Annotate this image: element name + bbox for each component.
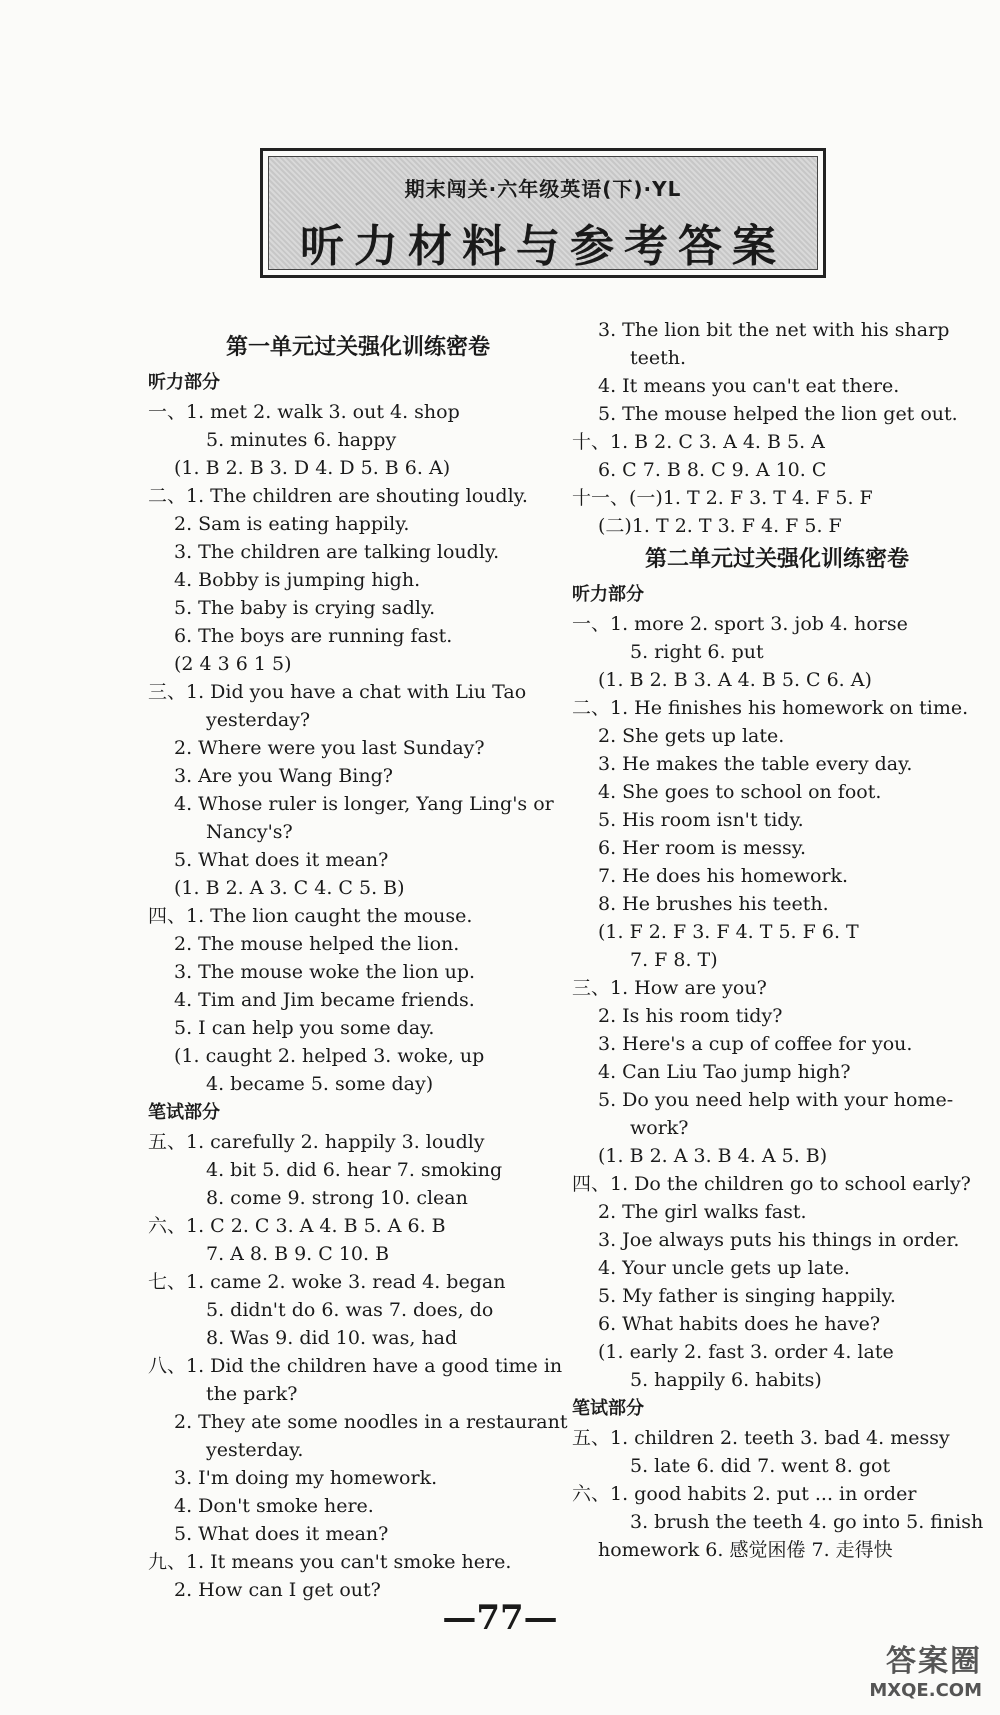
answer-line: the park? [206,1383,298,1405]
answer-line: (1. B 2. A 3. C 4. C 5. B) [174,877,405,899]
answer-line: 5. late 6. did 7. went 8. got [630,1455,891,1477]
answer-line: 二、1. The children are shouting loudly. [148,485,528,507]
answer-line: 4. She goes to school on foot. [598,781,882,803]
answer-line: 3. The children are talking loudly. [174,541,500,563]
answer-line: yesterday. [206,1439,304,1461]
answer-line: 2. Is his room tidy? [598,1005,783,1027]
answer-line: 八、1. Did the children have a good time in [148,1355,563,1377]
answer-line: 5. His room isn't tidy. [598,809,804,831]
section-title: 第二单元过关强化训练密卷 [644,547,909,572]
answer-line: 2. She gets up late. [598,725,785,747]
answer-line: teeth. [630,347,687,369]
answer-line: 四、1. Do the children go to school early? [572,1173,971,1195]
answer-line: 4. Can Liu Tao jump high? [598,1061,851,1083]
answer-line: 2. Sam is eating happily. [174,513,410,535]
answer-line: 6. Her room is messy. [598,837,806,859]
page-number: —77— [442,1598,558,1638]
answer-line: 8. come 9. strong 10. clean [206,1187,468,1209]
answer-line: 4. Whose ruler is longer, Yang Ling's or [174,793,554,815]
answer-line: 十一、(一)1. T 2. F 3. T 4. F 5. F [572,487,873,509]
header-title: 听力材料与参考答案 [300,221,786,272]
section-title: 第一单元过关强化训练密卷 [225,335,490,360]
answer-line: 2. The mouse helped the lion. [174,933,460,955]
watermark-url: MXQE.COM [869,1680,982,1701]
left-column [148,328,568,1604]
answer-line: 3. Here's a cup of coffee for you. [598,1033,913,1055]
answer-line: 2. Where were you last Sunday? [174,737,485,759]
answer-line: 4. Your uncle gets up late. [598,1257,850,1279]
answer-line: 2. How can I get out? [174,1579,381,1601]
answer-line: 5. The mouse helped the lion get out. [598,403,958,425]
answer-line: (1. F 2. F 3. F 4. T 5. F 6. T [598,921,859,943]
answer-line: 九、1. It means you can't smoke here. [148,1551,512,1573]
answer-line: (1. caught 2. helped 3. woke, up [174,1045,485,1067]
answer-line: 4. became 5. some day) [206,1073,434,1095]
answer-line: 十、1. B 2. C 3. A 4. B 5. A [572,431,825,453]
answer-line: 3. The mouse woke the lion up. [174,961,476,983]
answer-line: 三、1. Did you have a chat with Liu Tao [148,681,527,703]
answer-line: 4. Don't smoke here. [174,1495,374,1517]
answer-line: 8. Was 9. did 10. was, had [206,1327,458,1349]
answer-line: work? [630,1117,689,1139]
answer-line: 3. Are you Wang Bing? [174,765,393,787]
answer-line: (1. B 2. B 3. A 4. B 5. C 6. A) [598,669,872,691]
answer-line: homework 6. 感觉困倦 7. 走得快 [598,1539,893,1561]
answer-line: (1. B 2. B 3. D 4. D 5. B 6. A) [174,457,451,479]
answer-line: 5. My father is singing happily. [598,1285,896,1307]
answer-line: 5. minutes 6. happy [206,429,397,451]
part-title: 听力部分 [148,372,220,393]
answer-line: 7. He does his homework. [598,865,849,887]
answer-line: Nancy's? [206,821,293,843]
answer-line: 2. They ate some noodles in a restaurant [174,1411,568,1433]
header-inner [268,156,818,270]
answer-line: 4. Bobby is jumping high. [174,569,421,591]
answer-line: 一、1. more 2. sport 3. job 4. horse [572,613,908,635]
answer-line: 5. happily 6. habits) [630,1369,822,1391]
watermark-text: 答案圈 [886,1644,982,1679]
answer-line: 三、1. How are you? [572,977,767,999]
answer-line: 6. What habits does he have? [598,1313,881,1335]
answer-line: 5. What does it mean? [174,1523,389,1545]
answer-line: 5. right 6. put [630,641,764,663]
answer-line: 6. The boys are running fast. [174,625,453,647]
answer-line: 4. bit 5. did 6. hear 7. smoking [206,1159,503,1181]
answer-line: 5. Do you need help with your home- [598,1089,954,1111]
answer-line: 六、1. C 2. C 3. A 4. B 5. A 6. B [148,1215,446,1237]
answer-line: 二、1. He finishes his homework on time. [572,697,969,719]
part-title: 笔试部分 [572,1398,644,1419]
answer-line: (二)1. T 2. T 3. F 4. F 5. F [598,515,842,537]
answer-line: 4. Tim and Jim became friends. [174,989,475,1011]
answer-line: 5. The baby is crying sadly. [174,597,436,619]
part-title: 笔试部分 [148,1102,220,1123]
right-column [572,316,982,1564]
answer-line: 7. F 8. T) [630,949,718,971]
answer-line: (2 4 3 6 1 5) [174,653,292,675]
answer-line: 8. He brushes his teeth. [598,893,829,915]
part-title: 听力部分 [572,584,644,605]
watermark-logo [869,1636,982,1701]
answer-line: (1. B 2. A 3. B 4. A 5. B) [598,1145,828,1167]
header-subtitle: 期末闯关·六年级英语(下)·YL [404,177,682,201]
answer-line: 3. brush the teeth 4. go into 5. finish [630,1511,984,1533]
answer-line: 3. The lion bit the net with his sharp [598,319,950,341]
answer-line: 2. The girl walks fast. [598,1201,807,1223]
answer-line: 一、1. met 2. walk 3. out 4. shop [148,401,460,423]
answer-line: yesterday? [206,709,311,731]
answer-line: 四、1. The lion caught the mouse. [148,905,473,927]
answer-line: 3. I'm doing my homework. [174,1467,438,1489]
header-box [260,148,826,278]
answer-line: 5. I can help you some day. [174,1017,435,1039]
answer-line: 七、1. came 2. woke 3. read 4. began [148,1271,506,1293]
answer-line: (1. early 2. fast 3. order 4. late [598,1341,894,1363]
answer-line: 5. didn't do 6. was 7. does, do [206,1299,494,1321]
answer-line: 五、1. carefully 2. happily 3. loudly [148,1131,485,1153]
answer-line: 六、1. good habits 2. put ... in order [572,1483,917,1505]
answer-line: 6. C 7. B 8. C 9. A 10. C [598,459,827,481]
answer-line: 五、1. children 2. teeth 3. bad 4. messy [572,1427,950,1449]
answer-line: 5. What does it mean? [174,849,389,871]
answer-line: 7. A 8. B 9. C 10. B [206,1243,390,1265]
answer-line: 3. He makes the table every day. [598,753,913,775]
answer-line: 3. Joe always puts his things in order. [598,1229,960,1251]
answer-line: 4. It means you can't eat there. [598,375,900,397]
